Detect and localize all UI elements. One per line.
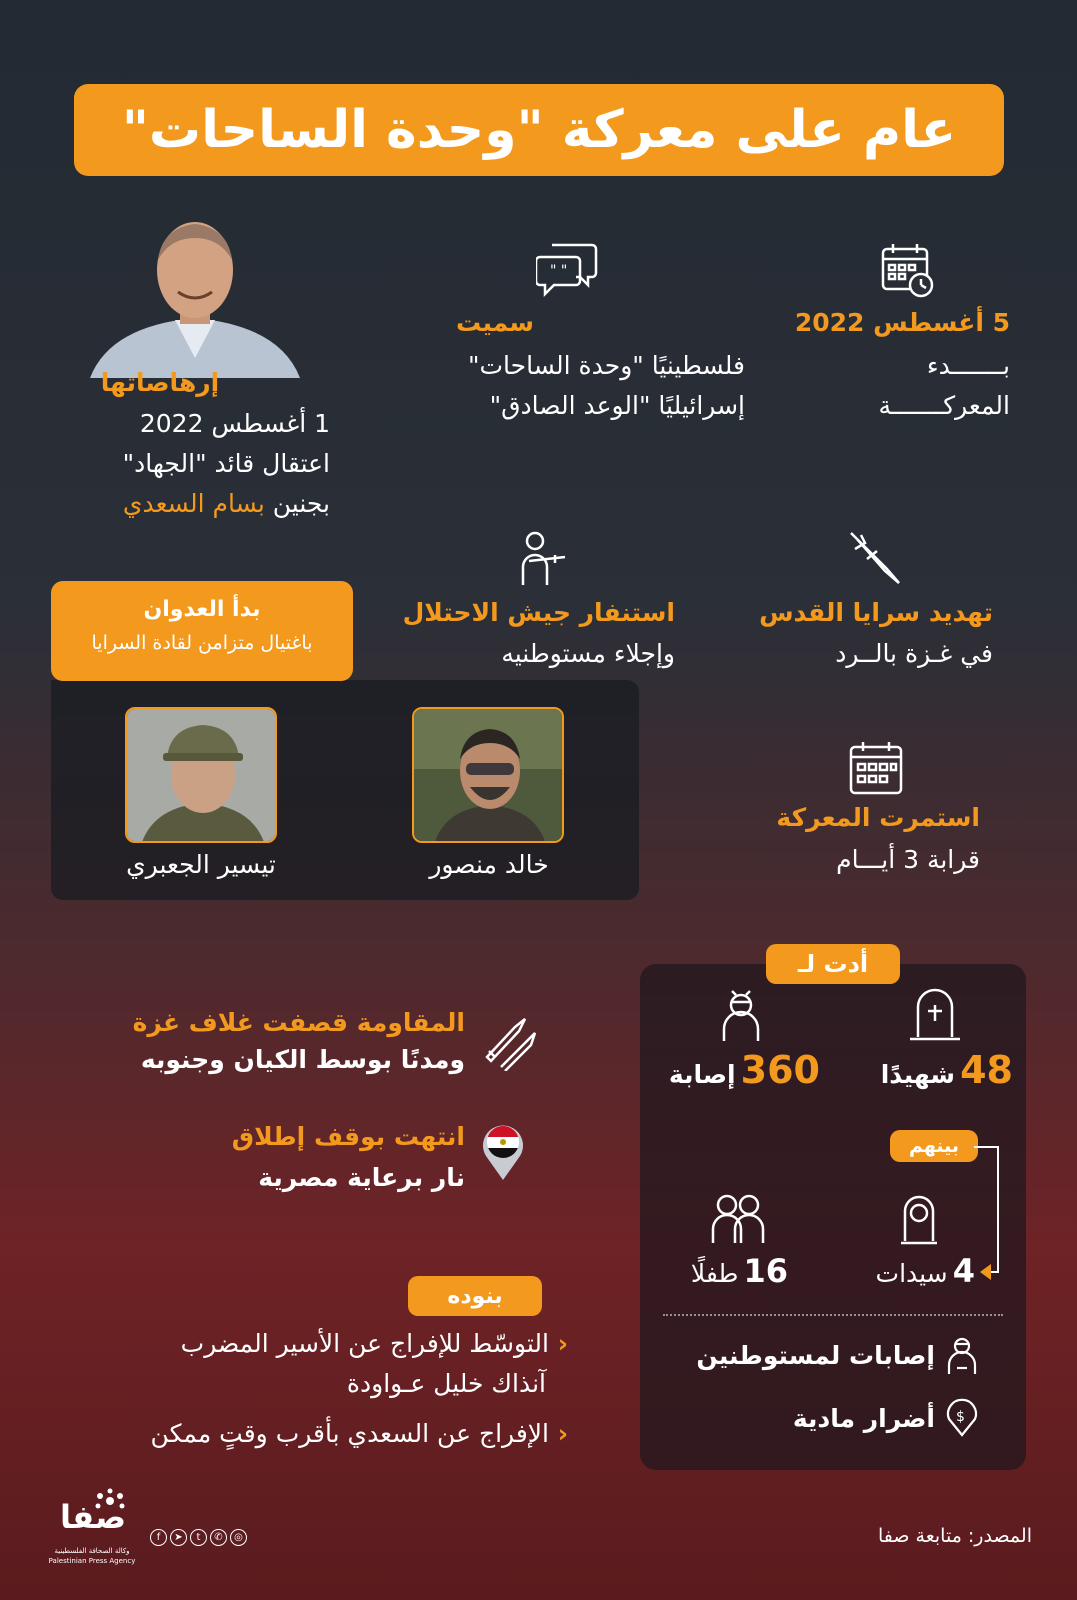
leader-name-1: تيسير الجعبري xyxy=(126,850,276,879)
resistance-line: ومدنًا بوسط الكيان وجنوبه xyxy=(140,1045,465,1074)
missile-icon xyxy=(846,528,906,588)
source-text: المصدر: متابعة صفا xyxy=(877,1525,1032,1547)
duration-heading: استمرت المعركة xyxy=(776,803,980,832)
agency-name-ar: وكالة الصحافة الفلسطينية xyxy=(54,1547,130,1555)
photo-tayseer-jabari xyxy=(125,707,277,843)
money-damage-icon xyxy=(944,1396,980,1438)
facebook-icon[interactable]: f xyxy=(150,1529,167,1546)
among-label: بينهم xyxy=(890,1130,978,1162)
start-line2: المعركـــــــة xyxy=(878,391,1010,420)
injuries-stat: 360 إصابة xyxy=(668,1048,820,1092)
svg-text:" ": " " xyxy=(550,263,568,279)
leader-name-0: خالد منصور xyxy=(429,850,549,879)
calendar-clock-icon xyxy=(878,240,938,300)
alert-heading: استنفار جيش الاحتلال xyxy=(402,598,675,627)
terms-label: بنوده xyxy=(408,1276,542,1316)
ceasefire-heading: انتهت بوقف إطلاق xyxy=(231,1122,465,1151)
portrait-bassam xyxy=(70,208,320,378)
photo-khaled-mansour xyxy=(412,707,564,843)
results-label: أدت لـ xyxy=(766,944,900,984)
instagram-icon[interactable]: ◎ xyxy=(230,1529,247,1546)
woman-icon xyxy=(890,1188,948,1246)
ceasefire-line: نار برعاية مصرية xyxy=(258,1163,465,1192)
twitter-icon[interactable]: t xyxy=(190,1529,207,1546)
material-damage: أضرار مادية xyxy=(792,1404,935,1433)
terms-item-0: ‹ التوسّط للإفراج عن الأسير المضرب آنذاك خليل عـواودة xyxy=(180,1329,568,1398)
settlers-injuries: إصابات لمستوطنين xyxy=(696,1341,935,1370)
telegram-icon[interactable]: ➤ xyxy=(170,1529,187,1546)
terms-item-1: ‹ الإفراج عن السعدي بأقرب وقتٍ ممكن xyxy=(150,1419,568,1448)
aggression-heading: بدأ العدوان xyxy=(143,597,261,622)
prelude-line3: بجنين بسام السعدي xyxy=(122,489,330,518)
named-line2: إسرائيليًا "الوعد الصادق" xyxy=(489,391,745,420)
connector-arrow xyxy=(980,1264,991,1280)
martyrs-stat: 48 شهيدًا xyxy=(880,1048,1013,1092)
named-heading: سميت xyxy=(455,308,534,337)
children-icon xyxy=(706,1188,770,1246)
start-date: 5 أغسطس 2022 xyxy=(794,308,1010,337)
alert-line: وإجلاء مستوطنيه xyxy=(501,639,675,668)
results-divider xyxy=(663,1314,1003,1316)
rockets-icon xyxy=(480,1012,540,1072)
results-panel xyxy=(640,964,1026,1470)
calendar-icon xyxy=(846,738,906,798)
grave-icon xyxy=(905,986,965,1046)
threat-heading: تهديد سرايا القدس xyxy=(759,598,993,627)
connector-line xyxy=(974,1146,999,1272)
start-line1: بـــــــدء xyxy=(926,351,1010,380)
social-icons xyxy=(150,1529,247,1546)
egypt-flag-pin-icon xyxy=(480,1120,526,1182)
connector-line-bottom xyxy=(990,1271,999,1273)
women-stat: 4 سيدات xyxy=(875,1252,975,1290)
prelude-heading: إرهاصاتها xyxy=(100,368,220,397)
safa-logo: صفا xyxy=(50,1488,136,1546)
chat-bubbles-icon xyxy=(535,240,599,298)
prelude-line1: 1 أغسطس 2022 xyxy=(139,409,330,438)
whatsapp-icon[interactable]: ✆ xyxy=(210,1529,227,1546)
threat-line: في غـزة بالــرد xyxy=(835,639,993,668)
children-stat: 16 طفلًا xyxy=(690,1252,788,1290)
resistance-heading: المقاومة قصفت غلاف غزة xyxy=(132,1008,465,1037)
page-title: عام على معركة "وحدة الساحات" xyxy=(74,84,1004,176)
injured-settler-icon xyxy=(942,1333,982,1377)
duration-line: قرابة 3 أيـــام xyxy=(836,845,980,874)
injured-person-icon xyxy=(711,986,771,1046)
aggression-box xyxy=(51,581,353,681)
prelude-line2: اعتقال قائد "الجهاد" xyxy=(122,449,330,478)
soldier-icon xyxy=(508,528,570,588)
named-line1: فلسطينيًا "وحدة الساحات" xyxy=(467,351,745,380)
aggression-sub: باغتيال متزامن لقادة السرايا xyxy=(91,632,313,654)
svg-text:$: $ xyxy=(956,1409,965,1425)
agency-name-en: Palestinian Press Agency xyxy=(48,1557,136,1565)
